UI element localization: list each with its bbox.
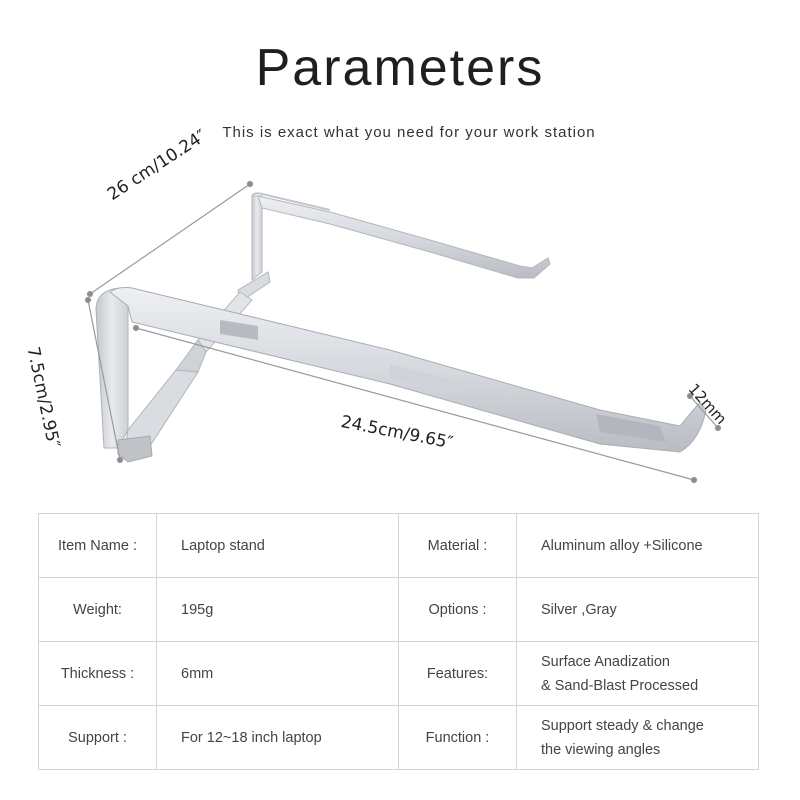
spec-value-line: Silver ,Gray xyxy=(541,601,617,618)
table-row xyxy=(39,514,759,578)
spec-label: Item Name : xyxy=(39,514,157,578)
spec-value-line: the viewing angles xyxy=(541,741,661,758)
specs-table xyxy=(38,513,759,770)
table-row xyxy=(39,706,759,770)
page-subtitle: This is exact what you need for your work station xyxy=(222,124,596,141)
page-title: Parameters xyxy=(255,39,545,97)
spec-value-line: Aluminum alloy +Silicone xyxy=(541,537,703,554)
spec-value xyxy=(517,514,759,578)
spec-value-line: & Sand-Blast Processed xyxy=(541,677,699,694)
spec-label: Options : xyxy=(399,578,517,642)
dimension-depth-label: 26 cm/10.24″ xyxy=(104,126,211,205)
spec-label: Material : xyxy=(399,514,517,578)
spec-label: Thickness : xyxy=(39,642,157,706)
spec-label: Weight: xyxy=(39,578,157,642)
spec-value: For 12~18 inch laptop xyxy=(157,706,399,770)
dimension-width-label: 12mm xyxy=(684,380,731,428)
spec-label: Function : xyxy=(399,706,517,770)
spec-value-line: Support steady & change xyxy=(541,717,704,734)
spec-value xyxy=(517,706,759,770)
spec-value xyxy=(517,578,759,642)
spec-label: Features: xyxy=(399,642,517,706)
spec-value-line: Surface Anadization xyxy=(541,653,670,670)
spec-value: 6mm xyxy=(157,642,399,706)
spec-value: 195g xyxy=(157,578,399,642)
dimension-length-label: 24.5cm/9.65″ xyxy=(339,412,455,454)
spec-label: Support : xyxy=(39,706,157,770)
table-row xyxy=(39,578,759,642)
dimension-height-label: 7.5cm/2.95″ xyxy=(22,345,64,450)
table-row xyxy=(39,642,759,706)
spec-value xyxy=(517,642,759,706)
spec-value: Laptop stand xyxy=(157,514,399,578)
